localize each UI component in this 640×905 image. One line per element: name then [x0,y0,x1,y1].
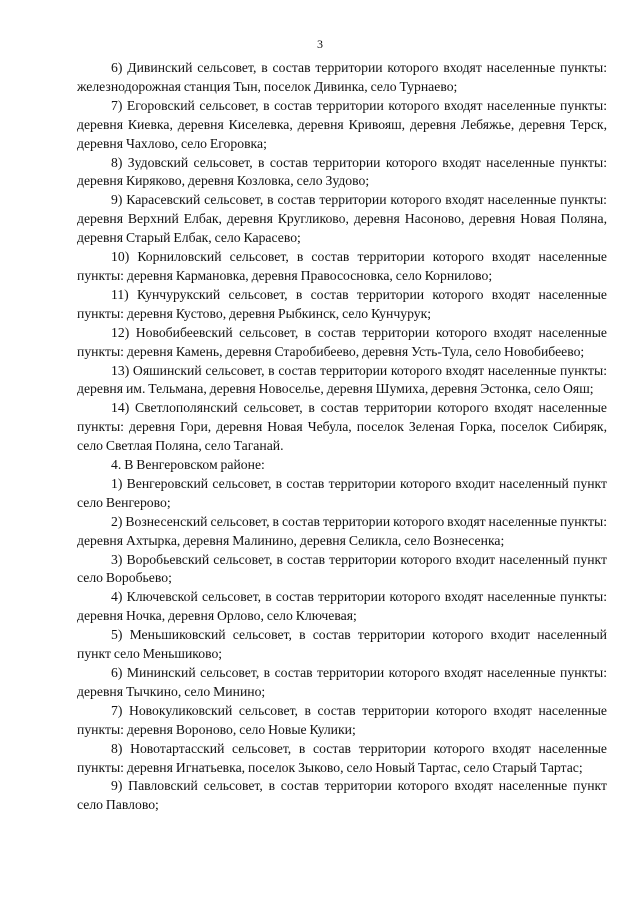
list-item: 7) Егоровский сельсовет, в состав территории которого входят населенные пункты: деревня Киевка, деревня Киселевка, деревня Кривояш, деревня Лебяжье, деревня Терск, деревня Чахлово, село Егоровка; [77,97,607,151]
list-item: 1) Венгеровский сельсовет, в состав территории которого входит населенный пункт село Венгерово; [77,475,607,510]
list-item: 2) Вознесенский сельсовет, в состав территории которого входят населенные пункты: деревня Ахтырка, деревня Малинино, деревня Селикла, село Вознесенка; [77,513,607,548]
section-heading: 4. В Венгеровском районе: [111,457,265,473]
list-item: 14) Светлополянский сельсовет, в состав территории которого входят населенные пункты: деревня Гори, деревня Новая Чебула, поселок Зеленая Горка, поселок Сибиряк, село Светлая Поляна, село Таганай. [77,400,607,454]
document-body [77,59,607,815]
list-item: 12) Новобибеевский сельсовет, в состав территории которого входят населенные пункты: деревня Камень, деревня Старобибеево, деревня Усть-Тула, село Новобибеево; [77,324,607,359]
list-item: 4) Ключевской сельсовет, в состав территории которого входят населенные пункты: деревня Ночка, деревня Орлово, село Ключевая; [77,589,607,624]
list-item: 8) Зудовский сельсовет, в состав территории которого входят населенные пункты: деревня Киряково, деревня Козловка, село Зудово; [77,154,607,189]
list-item: 7) Новокуликовский сельсовет, в состав территории которого входят населенные пункты: деревня Вороново, село Новые Кулики; [77,702,607,737]
list-item: 8) Новотартасский сельсовет, в состав территории которого входят населенные пункты: деревня Игнатьевка, поселок Зыково, село Новый Тартас, село Старый Тартас; [77,740,607,775]
page-number: 3 [317,37,323,51]
list-item: 9) Карасевский сельсовет, в состав территории которого входят населенные пункты: деревня Верхний Елбак, деревня Кругликово, деревня Насоново, деревня Новая Поляна, деревня Старый Елбак, село Карасево; [77,192,607,246]
list-item: 13) Ояшинский сельсовет, в состав территории которого входят населенные пункты: деревня им. Тельмана, деревня Новоселье, деревня Шумиха, деревня Эстонка, село Ояш; [77,362,607,397]
list-item: 11) Кунчурукский сельсовет, в состав территории которого входят населенные пункты: деревня Кустово, деревня Рыбкинск, село Кунчурук; [77,286,607,321]
list-item: 9) Павловский сельсовет, в состав территории которого входят населенные пункт село Павлово; [77,778,607,813]
list-item: 10) Корниловский сельсовет, в состав территории которого входят населенные пункты: деревня Кармановка, деревня Правососновка, село Корнилово; [77,249,607,283]
list-item: 6) Дивинский сельсовет, в состав территории которого входят населенные пункты: железнодорожная станция Тын, поселок Дивинка, село Турнаево; [77,60,607,94]
list-item: 6) Мининский сельсовет, в состав территории которого входят населенные пункты: деревня Тычкино, село Минино; [77,665,607,699]
list-item: 5) Меньшиковский сельсовет, в состав территории которого входит населенный пункт село Меньшиково; [77,627,607,662]
list-item: 3) Воробьевский сельсовет, в состав территории которого входит населенный пункт село Воробьево; [77,551,607,586]
